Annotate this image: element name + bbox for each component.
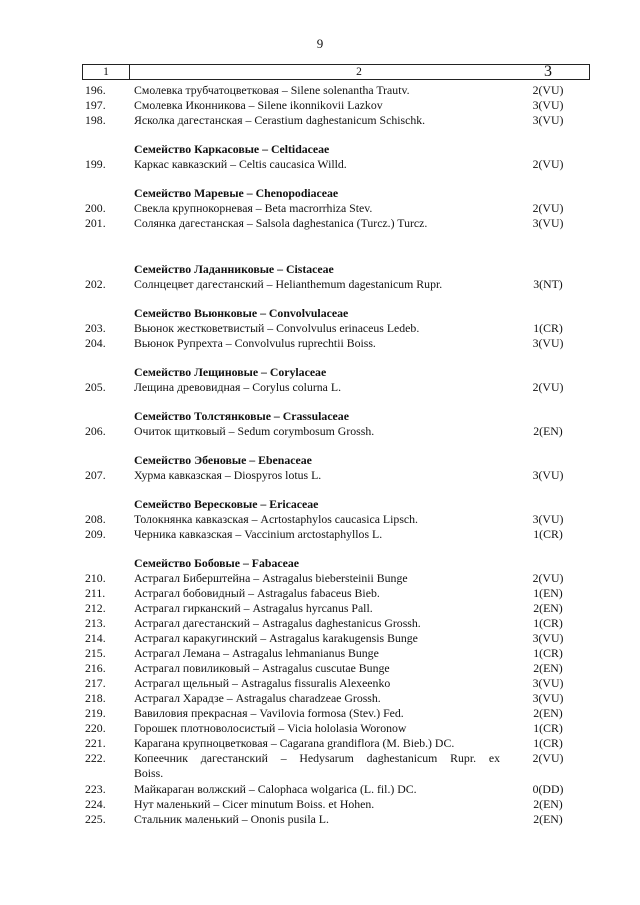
species-row [0, 512, 640, 527]
header-col-2: 2 [356, 66, 362, 78]
species-name: Астрагал каракугинский – Astragalus karakugensis Bunge [134, 631, 418, 645]
species-name: Солнцецвет дагестанский – Helianthemum dagestanicum Rupr. [134, 277, 443, 291]
species-number: 204. [85, 336, 106, 350]
species-name: Хурма кавказская – Diospyros lotus L. [134, 468, 322, 482]
species-name: Солянка дагестанская – Salsola daghestanica (Turcz.) Turcz. [134, 216, 428, 230]
species-status: 3(VU) [532, 113, 564, 127]
species-number: 224. [85, 797, 106, 811]
species-number: 215. [85, 646, 106, 660]
family-heading: Семейство Вересковые – Ericaceae [134, 497, 319, 511]
species-number: 219. [85, 706, 106, 720]
species-row [0, 571, 640, 586]
page-number: 9 [316, 36, 324, 51]
species-number: 213. [85, 616, 106, 630]
species-number: 202. [85, 277, 106, 291]
species-status: 2(VU) [532, 157, 564, 171]
species-name: Астрагал повиликовый – Astragalus cuscutae Bunge [134, 661, 390, 675]
species-number: 201. [85, 216, 106, 230]
species-number: 196. [85, 83, 106, 97]
species-status: 3(VU) [532, 691, 564, 705]
family-heading: Семейство Ладанниковые – Cistaceae [134, 262, 334, 276]
species-status: 2(EN) [533, 424, 563, 438]
header-col-3: 3 [544, 63, 552, 80]
species-name: Астрагал Биберштейна – Astragalus biebersteinii Bunge [134, 571, 408, 585]
species-row [0, 468, 640, 483]
species-name: Астрагал дагестанский – Astragalus daghestanicus Grossh. [134, 616, 421, 630]
species-number: 216. [85, 661, 106, 675]
species-name: Астрагал бобовидный – Astragalus fabaceus Bieb. [134, 586, 380, 600]
species-row [0, 706, 640, 721]
species-status: 1(CR) [533, 721, 563, 735]
species-status: 2(EN) [533, 661, 563, 675]
species-number: 206. [85, 424, 106, 438]
species-name-continuation: Boiss. [134, 766, 164, 780]
species-status: 1(CR) [533, 321, 563, 335]
species-name: Карагана крупноцветковая – Cagarana grandiflora (M. Bieb.) DC. [134, 736, 455, 750]
species-number: 220. [85, 721, 106, 735]
species-number: 225. [85, 812, 106, 826]
species-name: Горошек плотноволосистый – Vicia hololasia Woronow [134, 721, 407, 735]
species-status: 3(VU) [532, 216, 564, 230]
species-number: 217. [85, 676, 106, 690]
species-status: 3(VU) [532, 336, 564, 350]
species-name: Смолевка трубчатоцветковая – Silene solenantha Trautv. [134, 83, 410, 97]
species-number: 199. [85, 157, 106, 171]
species-name: Астрагал Лемана – Astragalus lehmanianus Bunge [134, 646, 379, 660]
species-row [0, 277, 640, 292]
species-row [0, 631, 640, 646]
family-heading: Семейство Толстянковые – Crassulaceae [134, 409, 349, 423]
species-name: Ясколка дагестанская – Cerastium daghestanicum Schischk. [134, 113, 426, 127]
species-status: 2(VU) [532, 201, 564, 215]
species-name: Копеечник дагестанский – Hedysarum daghestanicum Rupr. ex [134, 751, 500, 765]
species-row [0, 751, 640, 766]
species-row [0, 380, 640, 395]
species-number: 211. [85, 586, 106, 600]
species-name: Астрагал щельный – Astragalus fissuralis Alexeenko [134, 676, 391, 690]
species-row [0, 83, 640, 98]
species-status: 2(VU) [532, 83, 564, 97]
species-number: 212. [85, 601, 106, 615]
species-status: 2(VU) [532, 380, 564, 394]
species-number: 214. [85, 631, 106, 645]
species-number: 203. [85, 321, 106, 335]
species-name: Свекла крупнокорневая – Beta macrorrhiza Stev. [134, 201, 373, 215]
species-status: 3(VU) [532, 98, 564, 112]
species-row [0, 424, 640, 439]
species-name: Стальник маленький – Ononis pusila L. [134, 812, 329, 826]
species-status: 1(EN) [533, 586, 563, 600]
species-row [0, 616, 640, 631]
species-name: Лещина древовидная – Corylus colurna L. [134, 380, 342, 394]
species-name: Черника кавказская – Vaccinium arctostaphyllos L. [134, 527, 383, 541]
species-number: 208. [85, 512, 106, 526]
family-heading: Семейство Каркасовые – Celtidaceae [134, 142, 330, 156]
species-row [0, 216, 640, 231]
species-number: 197. [85, 98, 106, 112]
species-status: 2(EN) [533, 601, 563, 615]
species-row [0, 157, 640, 172]
species-row [0, 527, 640, 542]
species-row [0, 782, 640, 797]
species-row [0, 661, 640, 676]
species-status: 1(CR) [533, 616, 563, 630]
species-number: 209. [85, 527, 106, 541]
family-heading: Семейство Бобовые – Fabaceae [134, 556, 299, 570]
species-name: Каркас кавказский – Celtis caucasica Willd. [134, 157, 347, 171]
family-heading: Семейство Вьюнковые – Convolvulaceae [134, 306, 349, 320]
species-row [0, 113, 640, 128]
species-number: 200. [85, 201, 106, 215]
species-status: 2(VU) [532, 571, 564, 585]
species-row [0, 812, 640, 827]
family-heading: Семейство Маревые – Chenopodiaceae [134, 186, 339, 200]
species-status: 3(VU) [532, 468, 564, 482]
species-name: Астрагал Харадзе – Astragalus charadzeae Grossh. [134, 691, 381, 705]
species-status: 3(VU) [532, 676, 564, 690]
species-status: 2(EN) [533, 706, 563, 720]
species-row [0, 336, 640, 351]
species-row [0, 321, 640, 336]
species-row [0, 736, 640, 751]
species-status: 1(CR) [533, 527, 563, 541]
species-status: 3(NT) [533, 277, 563, 291]
species-name: Астрагал гирканский – Astragalus hyrcanus Pall. [134, 601, 373, 615]
species-row [0, 601, 640, 616]
species-row [0, 98, 640, 113]
species-name: Вавиловия прекрасная – Vavilovia formosa (Stev.) Fed. [134, 706, 404, 720]
species-number: 221. [85, 736, 106, 750]
species-number: 205. [85, 380, 106, 394]
family-heading: Семейство Эбеновые – Ebenaceae [134, 453, 312, 467]
species-status: 3(VU) [532, 512, 564, 526]
species-number: 207. [85, 468, 106, 482]
species-status: 2(VU) [532, 751, 564, 765]
species-row [0, 586, 640, 601]
species-number: 223. [85, 782, 106, 796]
species-name: Толокнянка кавказская – Acrtostaphylos caucasica Lipsch. [134, 512, 418, 526]
species-number: 198. [85, 113, 106, 127]
species-name: Смолевка Иконникова – Silene ikonnikovii Lazkov [134, 98, 383, 112]
species-name: Очиток щитковый – Sedum corymbosum Grossh. [134, 424, 375, 438]
species-status: 1(CR) [533, 646, 563, 660]
species-number: 218. [85, 691, 106, 705]
species-name: Майкараган волжский – Calophaca wolgarica (L. fil.) DC. [134, 782, 417, 796]
family-heading: Семейство Лещиновые – Corylaceae [134, 365, 327, 379]
species-name: Вьюнок жестковетвистый – Convolvulus erinaceus Ledeb. [134, 321, 420, 335]
species-status: 2(EN) [533, 812, 563, 826]
species-status: 1(CR) [533, 736, 563, 750]
species-status: 2(EN) [533, 797, 563, 811]
header-col-1: 1 [83, 65, 130, 79]
species-name: Вьюнок Рупрехта – Convolvulus ruprechtii Boiss. [134, 336, 376, 350]
species-status: 0(DD) [532, 782, 564, 796]
species-name: Нут маленький – Cicer minutum Boiss. et Hohen. [134, 797, 375, 811]
species-row [0, 676, 640, 691]
species-row [0, 646, 640, 661]
header-col-3-box [508, 64, 590, 80]
species-row [0, 691, 640, 706]
species-row [0, 797, 640, 812]
species-row [0, 201, 640, 216]
species-row [0, 721, 640, 736]
species-number: 222. [85, 751, 106, 765]
species-number: 210. [85, 571, 106, 585]
species-status: 3(VU) [532, 631, 564, 645]
